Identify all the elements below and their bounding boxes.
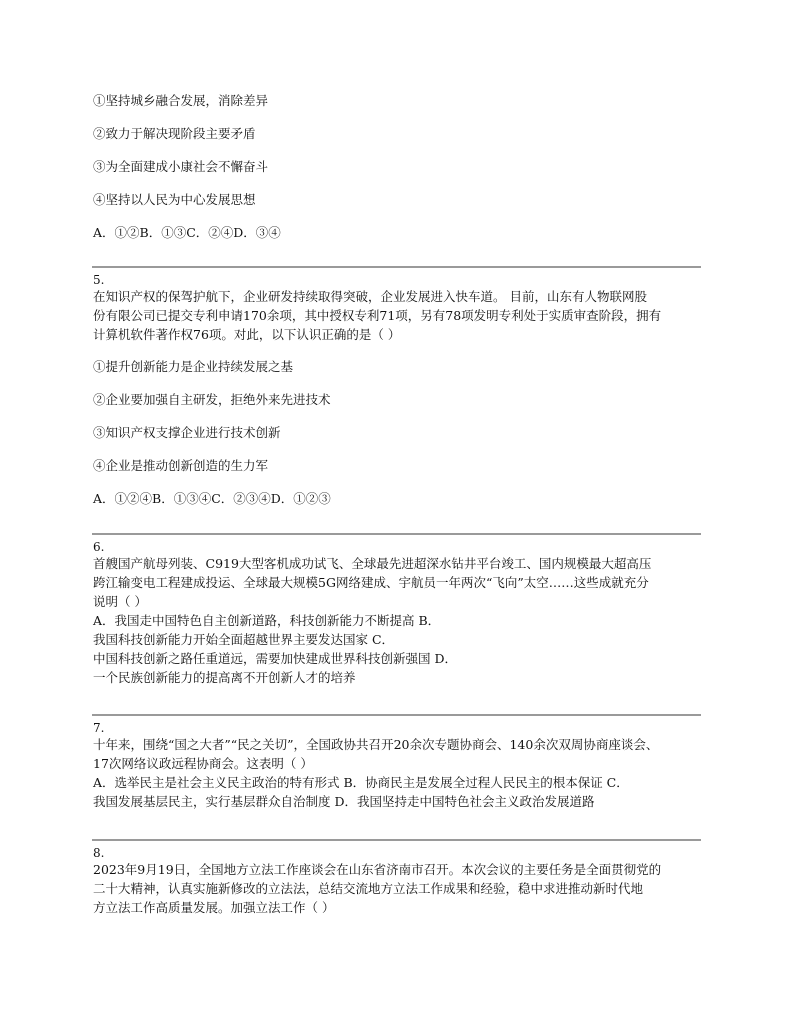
- q8-stem-line-2: 二十大精神，认真实施新修改的立法法，总结交流地方立法工作成果和经验，稳中求进推动新时代地: [93, 881, 644, 896]
- question-divider: [92, 839, 701, 841]
- question-divider: [92, 266, 701, 268]
- question-divider: [92, 714, 701, 716]
- q8-stem-line-3: 方立法工作高质量发展。加强立法工作（ ）: [93, 900, 335, 915]
- q4-option-4: ④坚持以人民为中心发展思想: [93, 192, 256, 207]
- q7-number: 7.: [93, 721, 105, 735]
- q7-stem-line-1: 十年来，围绕“国之大者”“民之关切”，全国政协共召开20余次专题协商会、140余次双周协商座谈会、: [93, 737, 659, 752]
- q5-option-1: ①提升创新能力是企业持续发展之基: [93, 359, 294, 374]
- q8-number: 8.: [93, 846, 105, 860]
- q6-answer-line-2: 我国科技创新能力开始全面超越世界主要发达国家 C．: [93, 632, 395, 647]
- q4-option-3: ③为全面建成小康社会不懈奋斗: [93, 159, 269, 174]
- q5-stem-line-3: 计算机软件著作权76项。对此，以下认识正确的是（ ）: [93, 327, 401, 342]
- q6-stem-line-2: 跨江输变电工程建成投运、全球最大规模5G网络建成、宇航员一年两次“飞向”太空……这些成就充分: [93, 575, 649, 590]
- q4-option-1: ①坚持城乡融合发展，消除差异: [93, 93, 269, 108]
- q5-option-4: ④企业是推动创新创造的生力军: [93, 458, 269, 473]
- q8-stem-line-1: 2023年9月19日，全国地方立法工作座谈会在山东省济南市召开。本次会议的主要任务是全面贯彻党的: [93, 862, 662, 877]
- q5-stem-line-1: 在知识产权的保驾护航下，企业研发持续取得突破，企业发展进入快车道。 目前，山东有人物联网股: [93, 289, 647, 304]
- q6-answer-line-1: A．我国走中国特色自主创新道路，科技创新能力不断提高 B．: [93, 613, 441, 628]
- question-divider: [92, 533, 701, 535]
- q5-option-2: ②企业要加强自主研发，拒绝外来先进技术: [93, 392, 331, 407]
- q4-answer-choices: A．①②B．①③C．②④D．③④: [93, 225, 281, 240]
- q5-answer-choices: A．①②④B．①③④C．②③④D．①②③: [93, 491, 331, 506]
- q6-answer-line-4: 一个民族创新能力的提高离不开创新人才的培养: [93, 670, 356, 685]
- q7-answer-line-2: 我国发展基层民主，实行基层群众自治制度 D．我国坚持走中国特色社会主义政治发展道路: [93, 794, 595, 809]
- q5-number: 5.: [93, 273, 105, 287]
- q7-stem-line-2: 17次网络议政远程协商会。这表明（ ）: [93, 756, 313, 771]
- q4-option-2: ②致力于解决现阶段主要矛盾: [93, 126, 256, 141]
- q7-answer-line-1: A．选举民主是社会主义民主政治的特有形式 B．协商民主是发展全过程人民民主的根本保证 C．: [93, 775, 629, 790]
- q5-stem-line-2: 份有限公司已提交专利申请170余项，其中授权专利71项，另有78项发明专利处于实质审查阶段，拥有: [93, 308, 662, 323]
- q6-answer-line-3: 中国科技创新之路任重道远，需要加快建成世界科技创新强国 D．: [93, 651, 457, 666]
- q5-option-3: ③知识产权支撑企业进行技术创新: [93, 425, 281, 440]
- q6-stem-line-3: 说明（ ）: [93, 594, 147, 609]
- q6-stem-line-1: 首艘国产航母列装、C919大型客机成功试飞、全球最先进超深水钻井平台竣工、国内规模最大超高压: [93, 556, 652, 571]
- q6-number: 6.: [93, 540, 105, 554]
